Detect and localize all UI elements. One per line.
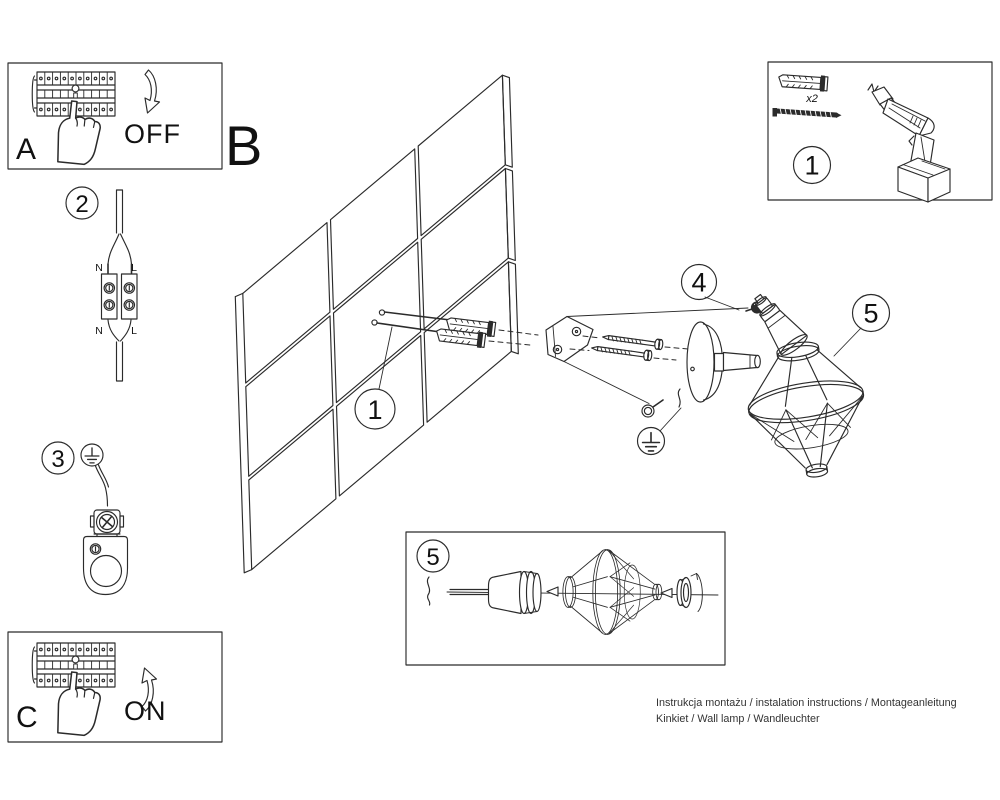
shade-leader-line (834, 328, 861, 356)
terminal-block-drawing (102, 274, 138, 319)
mounting-bracket-small-drawing (84, 537, 128, 595)
ring-nut-drawing (677, 578, 691, 608)
panel-b-letter: B (225, 114, 263, 177)
terminal-label-l-bottom: L (131, 325, 137, 337)
step-wiring (66, 187, 137, 381)
cable-bottom-drawing (108, 320, 131, 381)
fixing-badge: 4 (691, 267, 707, 298)
tools-badge: 1 (804, 150, 820, 181)
ground-clamp-drawing (91, 510, 124, 538)
panel-tools (768, 62, 992, 202)
alignment-dashes (489, 330, 538, 345)
panel-a-letter: A (16, 133, 37, 166)
canopy-screw-drawing (602, 334, 663, 350)
earth-leader-line (660, 408, 681, 431)
shade-badge: 5 (863, 298, 879, 329)
step2-badge: 2 (75, 191, 89, 218)
dowel-quantity-label: x2 (806, 93, 818, 105)
canopy-drawing (687, 322, 760, 402)
fixing-leader-line (705, 297, 739, 310)
earth-icon-main (643, 433, 660, 451)
footer-line-2: Kinkiet / Wall lamp / Wandleuchter (656, 713, 820, 725)
ground-wire-drawing (96, 465, 109, 506)
on-label: ON (124, 696, 167, 726)
cable-drawing (108, 190, 132, 273)
footer-line-1: Instrukcja montażu / instalation instructions / Montageanleitung (656, 697, 957, 709)
hardware-badge: 1 (367, 395, 383, 425)
earth-wire-drawing (678, 389, 680, 407)
terminal-label-n-bottom: N (95, 325, 103, 337)
panel-power-off (8, 63, 222, 169)
off-label: OFF (124, 119, 181, 149)
step3-badge: 3 (51, 446, 65, 473)
wall-bracket-drawing (546, 317, 593, 362)
canopy-screw-drawing-2 (591, 345, 652, 361)
panel-shade-assembly (406, 532, 725, 665)
step-grounding (42, 442, 128, 595)
terminal-label-n-top: N (95, 262, 103, 274)
canopy-fixing-screw-bottom (642, 400, 663, 417)
terminal-label-l-top: L (131, 262, 137, 274)
panel-c-letter: C (16, 701, 38, 734)
footer-text-block (656, 697, 957, 725)
assembly-badge: 5 (426, 544, 440, 571)
panel-power-on (8, 632, 222, 742)
earth-icon (85, 448, 99, 463)
